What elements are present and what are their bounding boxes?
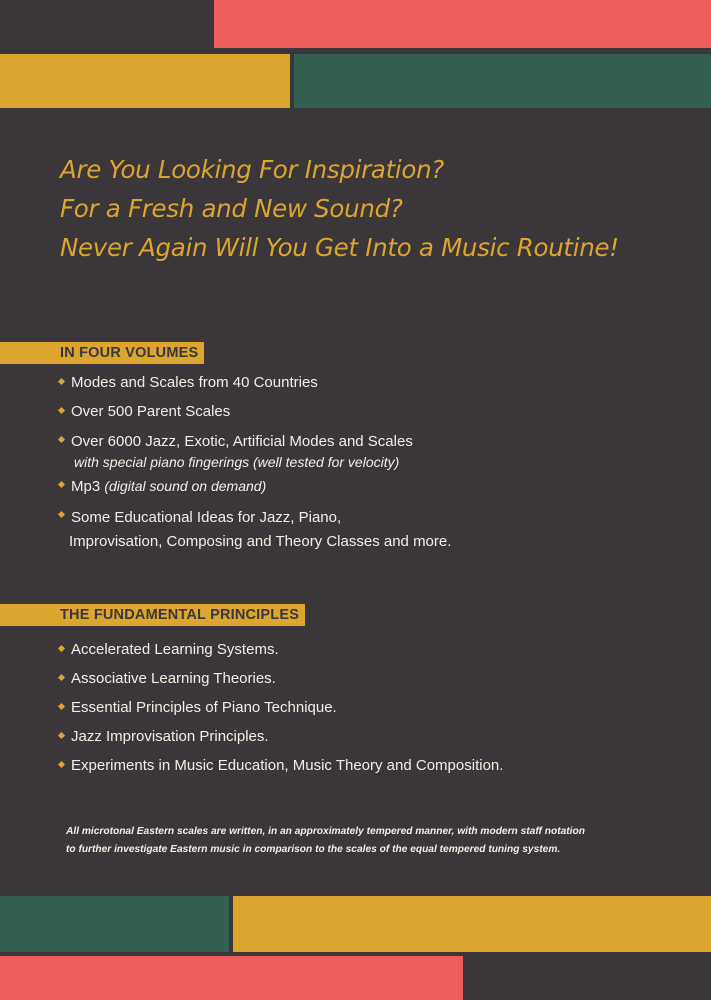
top-green-block: [294, 54, 711, 108]
diamond-bullet-icon: [58, 703, 65, 710]
list-item: [58, 727, 503, 756]
list-item: [58, 506, 451, 554]
list-item: [58, 756, 503, 785]
diamond-bullet-icon: [58, 645, 65, 652]
headline-line: Are You Looking For Inspiration?: [60, 155, 445, 184]
item-text: Some Educational Ideas for Jazz, Piano,: [71, 509, 342, 526]
bottom-green-block: [0, 896, 229, 952]
item-text: Jazz Improvisation Principles.: [71, 728, 269, 745]
principles-heading: THE FUNDAMENTAL PRINCIPLES: [0, 604, 305, 626]
item-text: Accelerated Learning Systems.: [71, 641, 279, 658]
bottom-red-block: [0, 956, 463, 1000]
item-text: Over 6000 Jazz, Exotic, Artificial Modes and Scales: [71, 433, 413, 450]
diamond-bullet-icon: [58, 378, 65, 385]
item-text: Mp3: [71, 478, 101, 495]
diamond-bullet-icon: [58, 761, 65, 768]
headline: [60, 150, 700, 267]
list-item: [58, 373, 451, 402]
headline-line: For a Fresh and New Sound?: [60, 194, 403, 223]
footnote: [66, 823, 666, 859]
headline-line: Never Again Will You Get Into a Music Routine!: [60, 233, 619, 262]
diamond-bullet-icon: [58, 407, 65, 414]
footnote-line: All microtonal Eastern scales are written, in an approximately tempered manner, with modern staff notation: [66, 826, 585, 837]
bottom-gold-block: [233, 896, 711, 952]
item-text: Essential Principles of Piano Technique.: [71, 699, 337, 716]
list-item: [58, 476, 451, 506]
list-item: [58, 698, 503, 727]
item-subtext: (digital sound on demand): [104, 478, 267, 494]
item-text-continued: Improvisation, Composing and Theory Classes and more.: [69, 533, 452, 550]
diamond-bullet-icon: [58, 732, 65, 739]
list-item: [58, 431, 451, 476]
diamond-bullet-icon: [58, 481, 65, 488]
footnote-line: to further investigate Eastern music in comparison to the scales of the equal tempered tuning system.: [66, 844, 561, 855]
diamond-bullet-icon: [58, 511, 65, 518]
item-note: with special piano fingerings (well tested for velocity): [74, 454, 400, 470]
top-gold-block: [0, 54, 290, 108]
item-text: Over 500 Parent Scales: [71, 403, 231, 420]
item-text: Experiments in Music Education, Music Theory and Composition.: [71, 757, 504, 774]
top-red-block: [214, 0, 711, 48]
list-item: [58, 402, 451, 431]
item-text: Modes and Scales from 40 Countries: [71, 374, 318, 391]
volumes-heading: IN FOUR VOLUMES: [0, 342, 204, 364]
list-item: [58, 640, 503, 669]
item-text: Associative Learning Theories.: [71, 670, 276, 687]
volumes-list: [58, 373, 451, 554]
list-item: [58, 669, 503, 698]
principles-list: [58, 640, 503, 785]
diamond-bullet-icon: [58, 436, 65, 443]
diamond-bullet-icon: [58, 674, 65, 681]
